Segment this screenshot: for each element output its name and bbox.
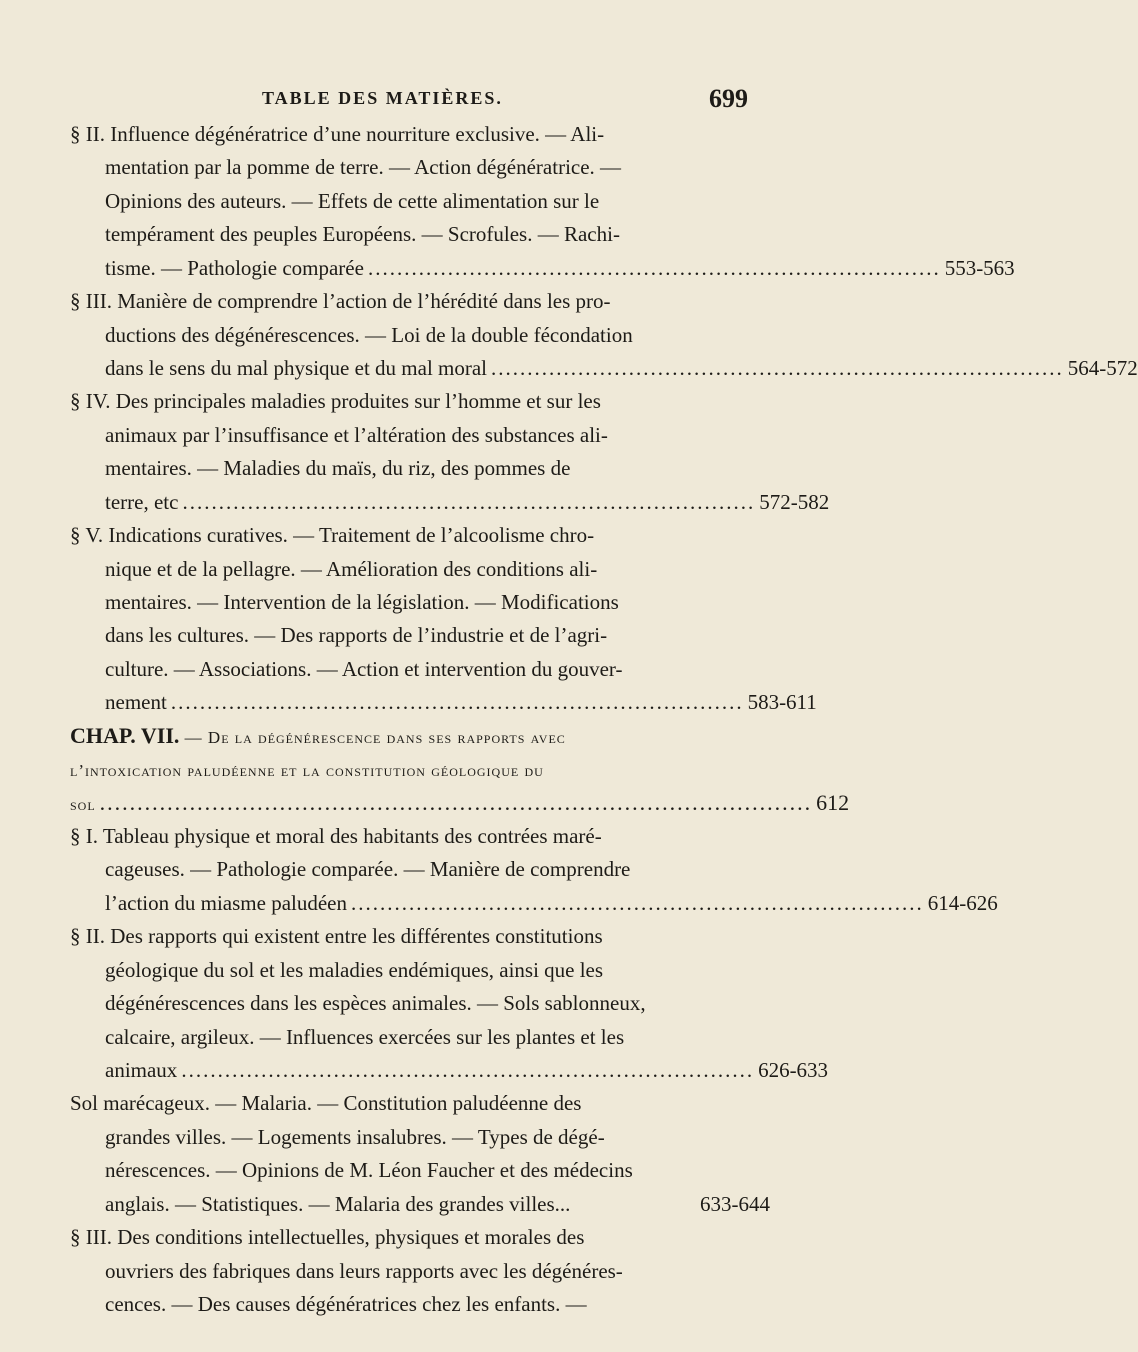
toc-line: dans les cultures. — Des rapports de l’industrie et de l’agri- <box>105 623 608 647</box>
toc-text: anglais. — Statistiques. — Malaria des grandes villes... <box>105 1192 571 1216</box>
chapter-heading <box>70 722 770 752</box>
chapter-label: CHAP. VII. <box>70 723 180 748</box>
toc-text: terre, etc <box>105 490 179 514</box>
leader-dots: ............................................................................... <box>170 690 744 714</box>
toc-line: ouvriers des fabriques dans leurs rapports avec les dégénéres- <box>105 1259 623 1283</box>
toc-pages: 583-611 <box>747 690 817 714</box>
toc-text: animaux <box>105 1058 178 1082</box>
chapter-heading-cont <box>70 755 770 785</box>
chapter-title: sol <box>70 795 96 814</box>
leader-dots: ............................................................................... <box>181 1058 755 1082</box>
toc-line-with-pages <box>105 488 830 516</box>
running-header <box>230 84 760 116</box>
toc-pages: 553-563 <box>944 256 1015 280</box>
toc-line: animaux par l’insuffisance et l’altération des substances ali- <box>105 423 608 447</box>
leader-dots: ............................................................................... <box>351 891 924 915</box>
toc-line-with-pages <box>105 1056 829 1084</box>
toc-line: géologique du sol et les maladies endémiques, ainsi que les <box>105 958 604 982</box>
toc-line-with-pages <box>105 688 817 716</box>
toc-line: ductions des dégénérescences. — Loi de la double fécondation <box>105 323 633 347</box>
toc-text: l’action du miasme paludéen <box>105 891 348 915</box>
toc-line: mentaires. — Maladies du maïs, du riz, des pommes de <box>105 456 571 480</box>
toc-line-with-pages <box>105 354 1138 382</box>
toc-line: § III. Des conditions intellectuelles, physiques et morales des <box>70 1225 585 1249</box>
leader-dots: ............................................................................... <box>367 256 941 280</box>
toc-line-with-pages <box>105 254 1015 282</box>
toc-line: § V. Indications curatives. — Traitement de l’alcoolisme chro- <box>70 523 595 547</box>
toc-line: dégénérescences dans les espèces animales. — Sols sablonneux, <box>105 991 646 1015</box>
page-number: 699 <box>709 84 748 113</box>
toc-line: mentation par la pomme de terre. — Action dégénératrice. — <box>105 155 622 179</box>
chapter-title: l’intoxication paludéenne et la constitution géologique du <box>70 761 544 780</box>
toc-line: tempérament des peuples Européens. — Scrofules. — Rachi- <box>105 222 620 246</box>
toc-pages: 564-572 <box>1067 356 1138 380</box>
running-title: TABLE DES MATIÈRES. <box>262 88 503 108</box>
chapter-heading-pages <box>70 789 850 819</box>
toc-line-with-pages <box>105 1190 770 1218</box>
toc-text: dans le sens du mal physique et du mal moral <box>105 356 488 380</box>
toc-line: § III. Manière de comprendre l’action de l’hérédité dans les pro- <box>70 289 611 313</box>
toc-pages: 612 <box>816 790 850 815</box>
toc-line: nique et de la pellagre. — Amélioration des conditions ali- <box>105 557 598 581</box>
toc-line: calcaire, argileux. — Influences exercées sur les plantes et les <box>105 1025 625 1049</box>
toc-line: § II. Des rapports qui existent entre les différentes constitutions <box>70 924 603 948</box>
toc-line: § IV. Des principales maladies produites sur l’homme et sur les <box>70 389 601 413</box>
toc-pages: 572-582 <box>759 490 830 514</box>
leader-dots: ............................................................................... <box>182 490 756 514</box>
toc-pages: 633-644 <box>700 1192 770 1216</box>
toc-pages: 614-626 <box>927 891 998 915</box>
toc-pages: 626-633 <box>758 1058 829 1082</box>
toc-line: Sol marécageux. — Malaria. — Constitution paludéenne des <box>70 1091 582 1115</box>
toc-text: nement <box>105 690 167 714</box>
toc-line: Opinions des auteurs. — Effets de cette alimentation sur le <box>105 189 600 213</box>
leader-dots: ............................................................................................... <box>99 790 813 815</box>
toc-line: § II. Influence dégénératrice d’une nourriture exclusive. — Ali- <box>70 122 605 146</box>
leader-dots: ............................................................................... <box>491 356 1064 380</box>
toc-text: tisme. — Pathologie comparée <box>105 256 364 280</box>
toc-line: culture. — Associations. — Action et intervention du gouver- <box>105 657 623 681</box>
toc-line: grandes villes. — Logements insalubres. — Types de dégé- <box>105 1125 605 1149</box>
toc-line-with-pages <box>105 889 998 917</box>
toc-line: § I. Tableau physique et moral des habitants des contrées maré- <box>70 824 602 848</box>
toc-line: mentaires. — Intervention de la législation. — Modifications <box>105 590 619 614</box>
toc-line: cences. — Des causes dégénératrices chez les enfants. — <box>105 1292 587 1316</box>
toc-line: nérescences. — Opinions de M. Léon Faucher et des médecins <box>105 1158 633 1182</box>
chapter-title: — De la dégénérescence dans ses rapports avec <box>179 728 566 747</box>
toc-line: cageuses. — Pathologie comparée. — Manière de comprendre <box>105 857 631 881</box>
